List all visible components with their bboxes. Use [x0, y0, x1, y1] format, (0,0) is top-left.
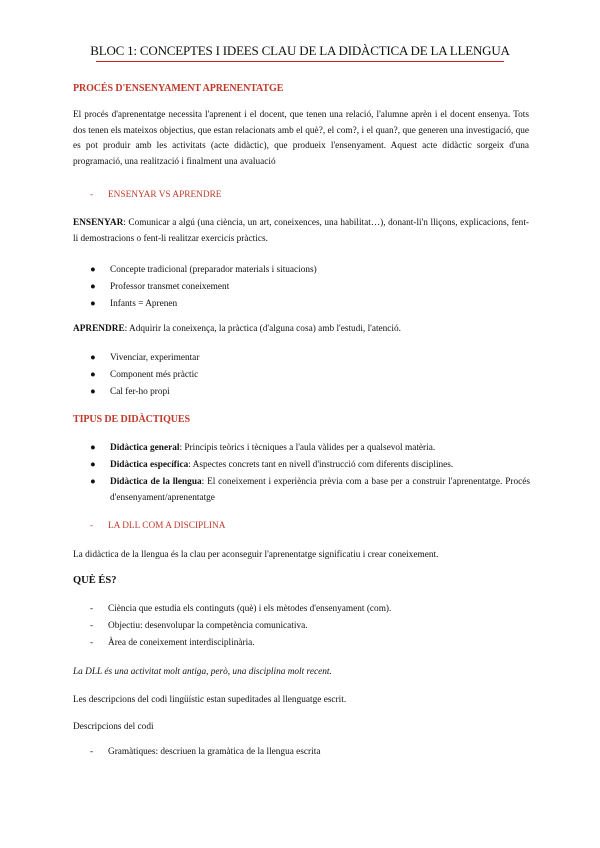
list-item: ● Professor transmet coneixement: [90, 282, 230, 292]
codi-paragraph: Les descripcions del codi lingüístic estan supeditades al llenguatge escrit.: [73, 695, 347, 705]
section-heading-tipus-didactiques: TIPUS DE DIDÀCTIQUES: [73, 414, 190, 425]
list-item: - Objectiu: desenvolupar la competència comunicativa.: [90, 621, 308, 631]
ensenyar-term: ENSENYAR: [73, 218, 124, 228]
section-heading-que-es: QUÈ ÉS?: [73, 575, 117, 586]
list-item: ● Didàctica general: Principis teòrics i tècniques a l'aula vàlides per a qualsevol matèria.: [90, 443, 436, 453]
subheading-ensenyar-vs-aprendre: - ENSENYAR VS APRENDRE: [90, 190, 222, 200]
list-item: ● Cal fer-ho propi: [90, 387, 170, 397]
list-item: ● Infants = Aprenen: [90, 299, 178, 309]
list-item: ● Didàctica específica: Aspectes concrets tant en nivell d'instrucció com diferents disciplines.: [90, 460, 454, 470]
subheading-dll-disciplina: - LA DLL COM A DISCIPLINA: [90, 521, 226, 531]
descripcions-label: Descripcions del codi: [73, 722, 154, 732]
aprendre-term: APRENDRE: [73, 324, 125, 334]
italic-note: La DLL és una activitat molt antiga, però, una disciplina molt recent.: [73, 667, 332, 677]
list-item: - Àrea de coneixement interdisciplinària.: [90, 638, 255, 648]
ensenyar-definition: ENSENYAR: Comunicar a algú (una ciència, un art, coneixences, una habilitat…), donant-li'n lliçons, explicacions, fent-li demostracions o fent-li realitzar exercicis pràctics.: [73, 218, 529, 244]
list-item: ● Component més pràctic: [90, 370, 199, 380]
process-paragraph: El procés d'aprenentatge necessita l'aprenent i el docent, que tenen una relació, l'alumne aprèn i el docent ensenya. Tots dos tenen els mateixos objectius, que estan relacionats amb el què?, el com?, i el quan?, que generen una investigació, que es pot produir amb les activitats (acte didàctic), que produeix l'ensenyament. Aquest acte didàctic sorgeix d'una programació, una realització i finalment una avaluació: [73, 110, 529, 167]
list-item: ● Didàctica de la llengua: El coneixement i experiència prèvia com a base per a construir l'aprenentatge. Procés d'ensenyament/aprenentatge: [90, 477, 530, 503]
aprendre-definition: APRENDRE: Adquirir la coneixença, la pràctica (d'alguna cosa) amb l'estudi, l'atenció.: [73, 324, 401, 334]
list-item: ● Concepte tradicional (preparador materials i situacions): [90, 265, 317, 275]
title-underline: [96, 61, 504, 62]
list-item: ● Vivenciar, experimentar: [90, 353, 200, 363]
document-title: BLOC 1: CONCEPTES I IDEES CLAU DE LA DIDÀCTICA DE LA LLENGUA: [90, 43, 510, 58]
list-item: - Gramàtiques: descriuen la gramàtica de la llengua escrita: [90, 747, 321, 757]
list-item: - Ciència que estudia els continguts (què) i els mètodes d'ensenyament (com).: [90, 604, 392, 614]
section-heading-process: PROCÉS D'ENSENYAMENT APRENENTATGE: [73, 83, 284, 94]
dll-paragraph: La didàctica de la llengua és la clau per aconseguir l'aprenentatge significatiu i crear coneixement.: [73, 550, 439, 560]
